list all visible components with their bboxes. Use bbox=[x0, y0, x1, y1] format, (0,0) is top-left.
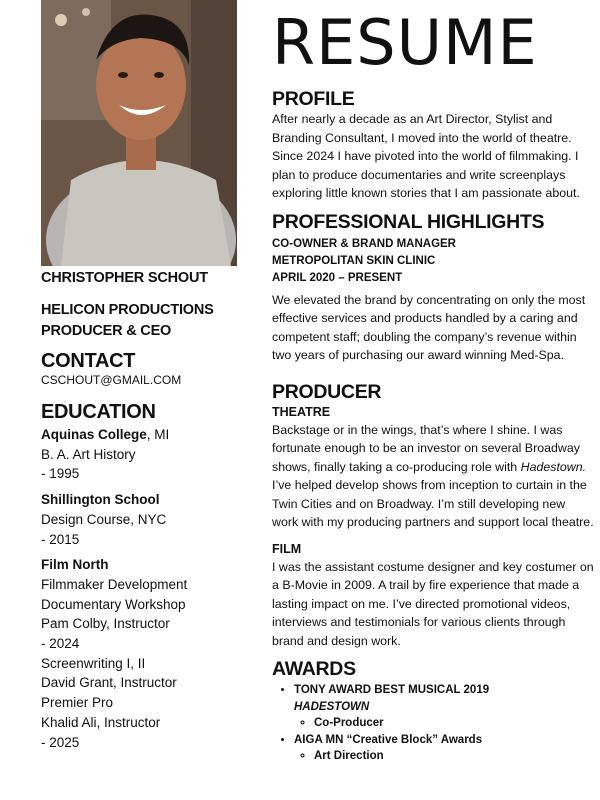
education-line: David Grant, Instructor bbox=[41, 675, 177, 691]
award-item bbox=[294, 682, 594, 732]
theatre-text-part: Backstage or in the wings, that’s where I shine. I was fortunate enough to be an investor on several Broadway shows, finally taking a co-producing role with bbox=[272, 422, 580, 474]
education-line: - 1995 bbox=[41, 466, 80, 482]
education-line: - 2024 bbox=[41, 636, 80, 652]
theatre-heading: THEATRE bbox=[272, 404, 331, 419]
profile-text: After nearly a decade as an Art Director, Stylist and Branding Consultant, I moved into the world of theatre. Since 2024 I have pivoted into the world of filmmaking. I plan to produce documentaries and write screenplays exploring little known stories that I am passionate about. bbox=[272, 112, 580, 200]
award-title: TONY AWARD BEST MUSICAL 2019 bbox=[294, 684, 490, 696]
theatre-text-part: I’ve helped develop shows from inception to curtain in the Twin Cities and on Broadway. I’m still developing new work with my producing partners and support local theatre. bbox=[272, 478, 594, 529]
school-location: , MI bbox=[146, 427, 170, 442]
highlights-heading: PROFESSIONAL HIGHLIGHTS bbox=[272, 210, 545, 233]
company-name: HELICON PRODUCTIONS bbox=[41, 302, 214, 318]
highlight-text: We elevated the brand by concentrating on only the most effective services and products handled by a caring and competent staff; doubling the company’s revenue within two years of purchasing our award winning Med-Spa. bbox=[272, 292, 586, 362]
award-role: ◦ Co-Producer bbox=[314, 715, 594, 732]
education-line: Pam Colby, Instructor bbox=[41, 616, 170, 632]
education-line: Khalid Ali, Instructor bbox=[41, 714, 161, 730]
sidebar bbox=[41, 266, 256, 758]
theatre-text bbox=[272, 421, 594, 532]
profile-heading: PROFILE bbox=[272, 88, 355, 110]
school-name: Shillington School bbox=[41, 492, 160, 508]
education-line: - 2025 bbox=[41, 734, 80, 750]
education-line: Screenwriting I, II bbox=[41, 655, 146, 671]
award-subtitle: HADESTOWN bbox=[294, 700, 370, 713]
show-title: Hadestown. bbox=[520, 459, 587, 474]
education-line: - 2015 bbox=[41, 531, 80, 547]
page-title: RESUME bbox=[272, 6, 538, 79]
highlight-role: CO-OWNER & BRAND MANAGER bbox=[272, 237, 456, 250]
education-entry bbox=[41, 555, 256, 752]
awards-list bbox=[272, 682, 594, 765]
email-address: CSCHOUT@GMAIL.COM bbox=[41, 373, 182, 387]
highlight-dates: APRIL 2020 – PRESENT bbox=[272, 271, 403, 284]
company-info bbox=[41, 300, 256, 342]
school-name: Aquinas College bbox=[41, 427, 147, 442]
education-line: B. A. Art History bbox=[41, 446, 136, 462]
education-entry bbox=[41, 490, 256, 549]
film-text: I was the assistant costume designer and key costumer on a B-Movie in 2009. A trail by fire experience that made a lasting impact on me. I’ve directed promotional videos, interviews and testimonials for various clients through brand and design work. bbox=[272, 559, 594, 648]
education-line: Documentary Workshop bbox=[41, 596, 186, 612]
portrait-illustration bbox=[41, 0, 237, 266]
education-list bbox=[41, 425, 256, 752]
film-heading: FILM bbox=[272, 541, 302, 556]
award-item bbox=[294, 732, 594, 765]
company-role: PRODUCER & CEO bbox=[41, 323, 172, 339]
education-line: Premier Pro bbox=[41, 695, 114, 711]
profile-photo bbox=[41, 0, 237, 266]
highlight-org: METROPOLITAN SKIN CLINIC bbox=[272, 254, 436, 267]
school-name: Film North bbox=[41, 557, 109, 573]
education-heading: EDUCATION bbox=[41, 401, 156, 423]
education-line: Design Course, NYC bbox=[41, 511, 167, 527]
award-title: AIGA MN “Creative Block” Awards bbox=[294, 733, 483, 746]
producer-heading: PRODUCER bbox=[272, 380, 382, 403]
education-line: Filmmaker Development bbox=[41, 576, 188, 592]
contact-heading: CONTACT bbox=[41, 350, 136, 372]
education-entry bbox=[41, 425, 256, 484]
awards-heading: AWARDS bbox=[272, 658, 356, 680]
main-content bbox=[272, 0, 594, 765]
person-name: CHRISTOPHER SCHOUT bbox=[41, 270, 208, 286]
award-role: ◦ Art Direction bbox=[314, 748, 594, 765]
